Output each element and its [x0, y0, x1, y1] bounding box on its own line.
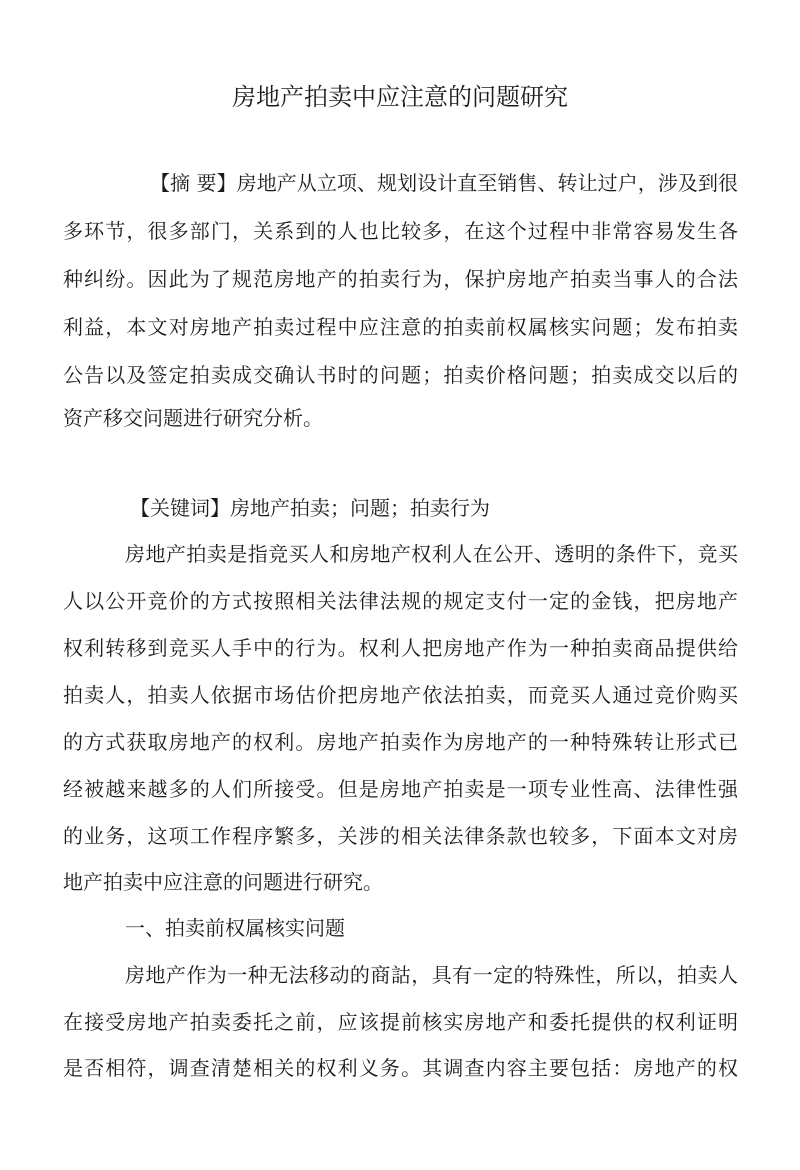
- abstract-line: 利益，本文对房地产拍卖过程中应注意的拍卖前权属核实问题；发布拍卖: [63, 315, 738, 339]
- document-title: 房地产拍卖中应注意的问题研究: [232, 83, 568, 111]
- abstract-line: 【摘 要】房地产从立项、规划设计直至销售、转让过户，涉及到很: [150, 171, 738, 195]
- paragraph-line: 是否相符，调查清楚相关的权利义务。其调查内容主要包括：房地产的权: [63, 1056, 738, 1080]
- abstract-line: 多环节，很多部门，关系到的人也比较多，在这个过程中非常容易发生各: [63, 219, 738, 243]
- paragraph-line: 的业务，这项工作程序繁多，关涉的相关法律条款也较多，下面本文对房: [63, 824, 738, 848]
- paragraph-line: 经被越来越多的人们所接受。但是房地产拍卖是一项专业性高、法律性强: [63, 777, 738, 801]
- keywords: 【关键词】房地产拍卖；问题；拍卖行为: [130, 496, 490, 520]
- paragraph-line: 人以公开竞价的方式按照相关法律法规的规定支付一定的金钱，把房地产: [63, 589, 738, 613]
- section-heading: 一、拍卖前权属核实问题: [125, 916, 345, 940]
- paragraph-line: 地产拍卖中应注意的问题进行研究。: [63, 870, 383, 894]
- paragraph-line: 房地产拍卖是指竞买人和房地产权利人在公开、透明的条件下，竞买: [125, 542, 738, 566]
- abstract-line: 种纠纷。因此为了规范房地产的拍卖行为，保护房地产拍卖当事人的合法: [63, 267, 738, 291]
- abstract-line: 资产移交问题进行研究分析。: [63, 406, 323, 430]
- paragraph-line: 的方式获取房地产的权利。房地产拍卖作为房地产的一种特殊转让形式已: [63, 730, 738, 754]
- paragraph-line: 房地产作为一种无法移动的商詁，具有一定的特殊性，所以，拍卖人: [125, 963, 738, 987]
- paragraph-line: 拍卖人，拍卖人依据市场估价把房地产依法拍卖，而竞买人通过竞价购买: [63, 683, 738, 707]
- paragraph-line: 权利转移到竞买人手中的行为。权利人把房地产作为一种拍卖商品提供给: [63, 636, 738, 660]
- abstract-line: 公告以及签定拍卖成交确认书时的问题；拍卖价格问题；拍卖成交以后的: [63, 363, 738, 387]
- paragraph-line: 在接受房地产拍卖委托之前，应该提前核实房地产和委托提供的权利证明: [63, 1010, 738, 1034]
